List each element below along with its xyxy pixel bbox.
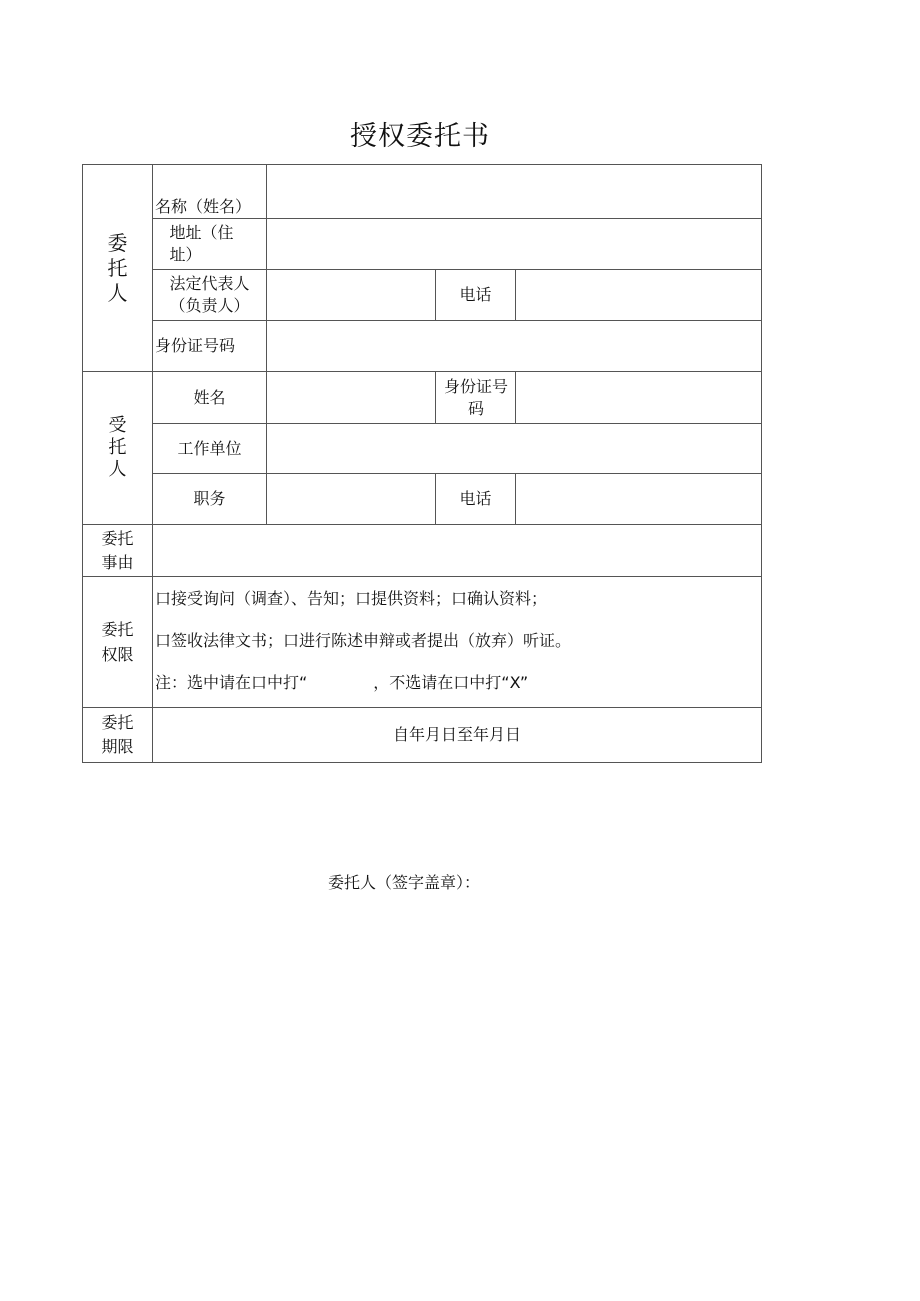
principal-id-field[interactable] (267, 321, 762, 372)
agent-phone-label: 电话 (436, 474, 516, 525)
agent-name-field[interactable] (267, 372, 436, 424)
agent-name-label: 姓名 (153, 372, 267, 424)
legal-representative-field[interactable] (267, 270, 436, 321)
authority-option-line-1[interactable]: 口接受询问（调查）、告知；口提供资料；口确认资料； (155, 589, 548, 608)
agent-position-field[interactable] (267, 474, 436, 525)
authority-note-part-2: ，不选请在口中打“X” (373, 673, 529, 692)
agent-position-label: 职务 (153, 474, 267, 525)
principal-name-label: 名称（姓名） (153, 165, 267, 219)
authority-option-line-2[interactable]: 口签收法律文书；口进行陈述申辩或者提出（放弃）听证。 (155, 631, 572, 650)
agent-employer-field[interactable] (267, 424, 762, 474)
agent-id-field[interactable] (516, 372, 762, 424)
authority-note-part-1: 注：选中请在口中打“ (155, 673, 308, 692)
signature-label: 委托人（签字盖章）： (328, 873, 481, 892)
authority-options (153, 577, 762, 708)
legal-representative-label: 法定代表人（负责人） (153, 270, 267, 321)
principal-phone-label: 电话 (436, 270, 516, 321)
term-value[interactable]: 自年月日至年月日 (153, 708, 762, 763)
document-title: 授权委托书 (350, 121, 490, 152)
agent-id-label: 身份证号码 (436, 372, 516, 424)
principal-address-field[interactable] (267, 219, 762, 270)
term-label: 委托期限 (83, 708, 153, 763)
principal-name-field[interactable] (267, 165, 762, 219)
authority-note (155, 662, 759, 704)
authority-label: 委托权限 (83, 577, 153, 708)
principal-id-label: 身份证号码 (153, 321, 267, 372)
principal-address-label: 地址（住址） (153, 219, 267, 270)
agent-group-label: 受托人 (83, 372, 153, 525)
agent-employer-label: 工作单位 (153, 424, 267, 474)
principal-group-label: 委托人 (83, 165, 153, 372)
principal-phone-field[interactable] (516, 270, 762, 321)
matter-label: 委托事由 (83, 525, 153, 577)
authorization-form-table (82, 164, 762, 763)
agent-phone-field[interactable] (516, 474, 762, 525)
matter-field[interactable] (153, 525, 762, 577)
